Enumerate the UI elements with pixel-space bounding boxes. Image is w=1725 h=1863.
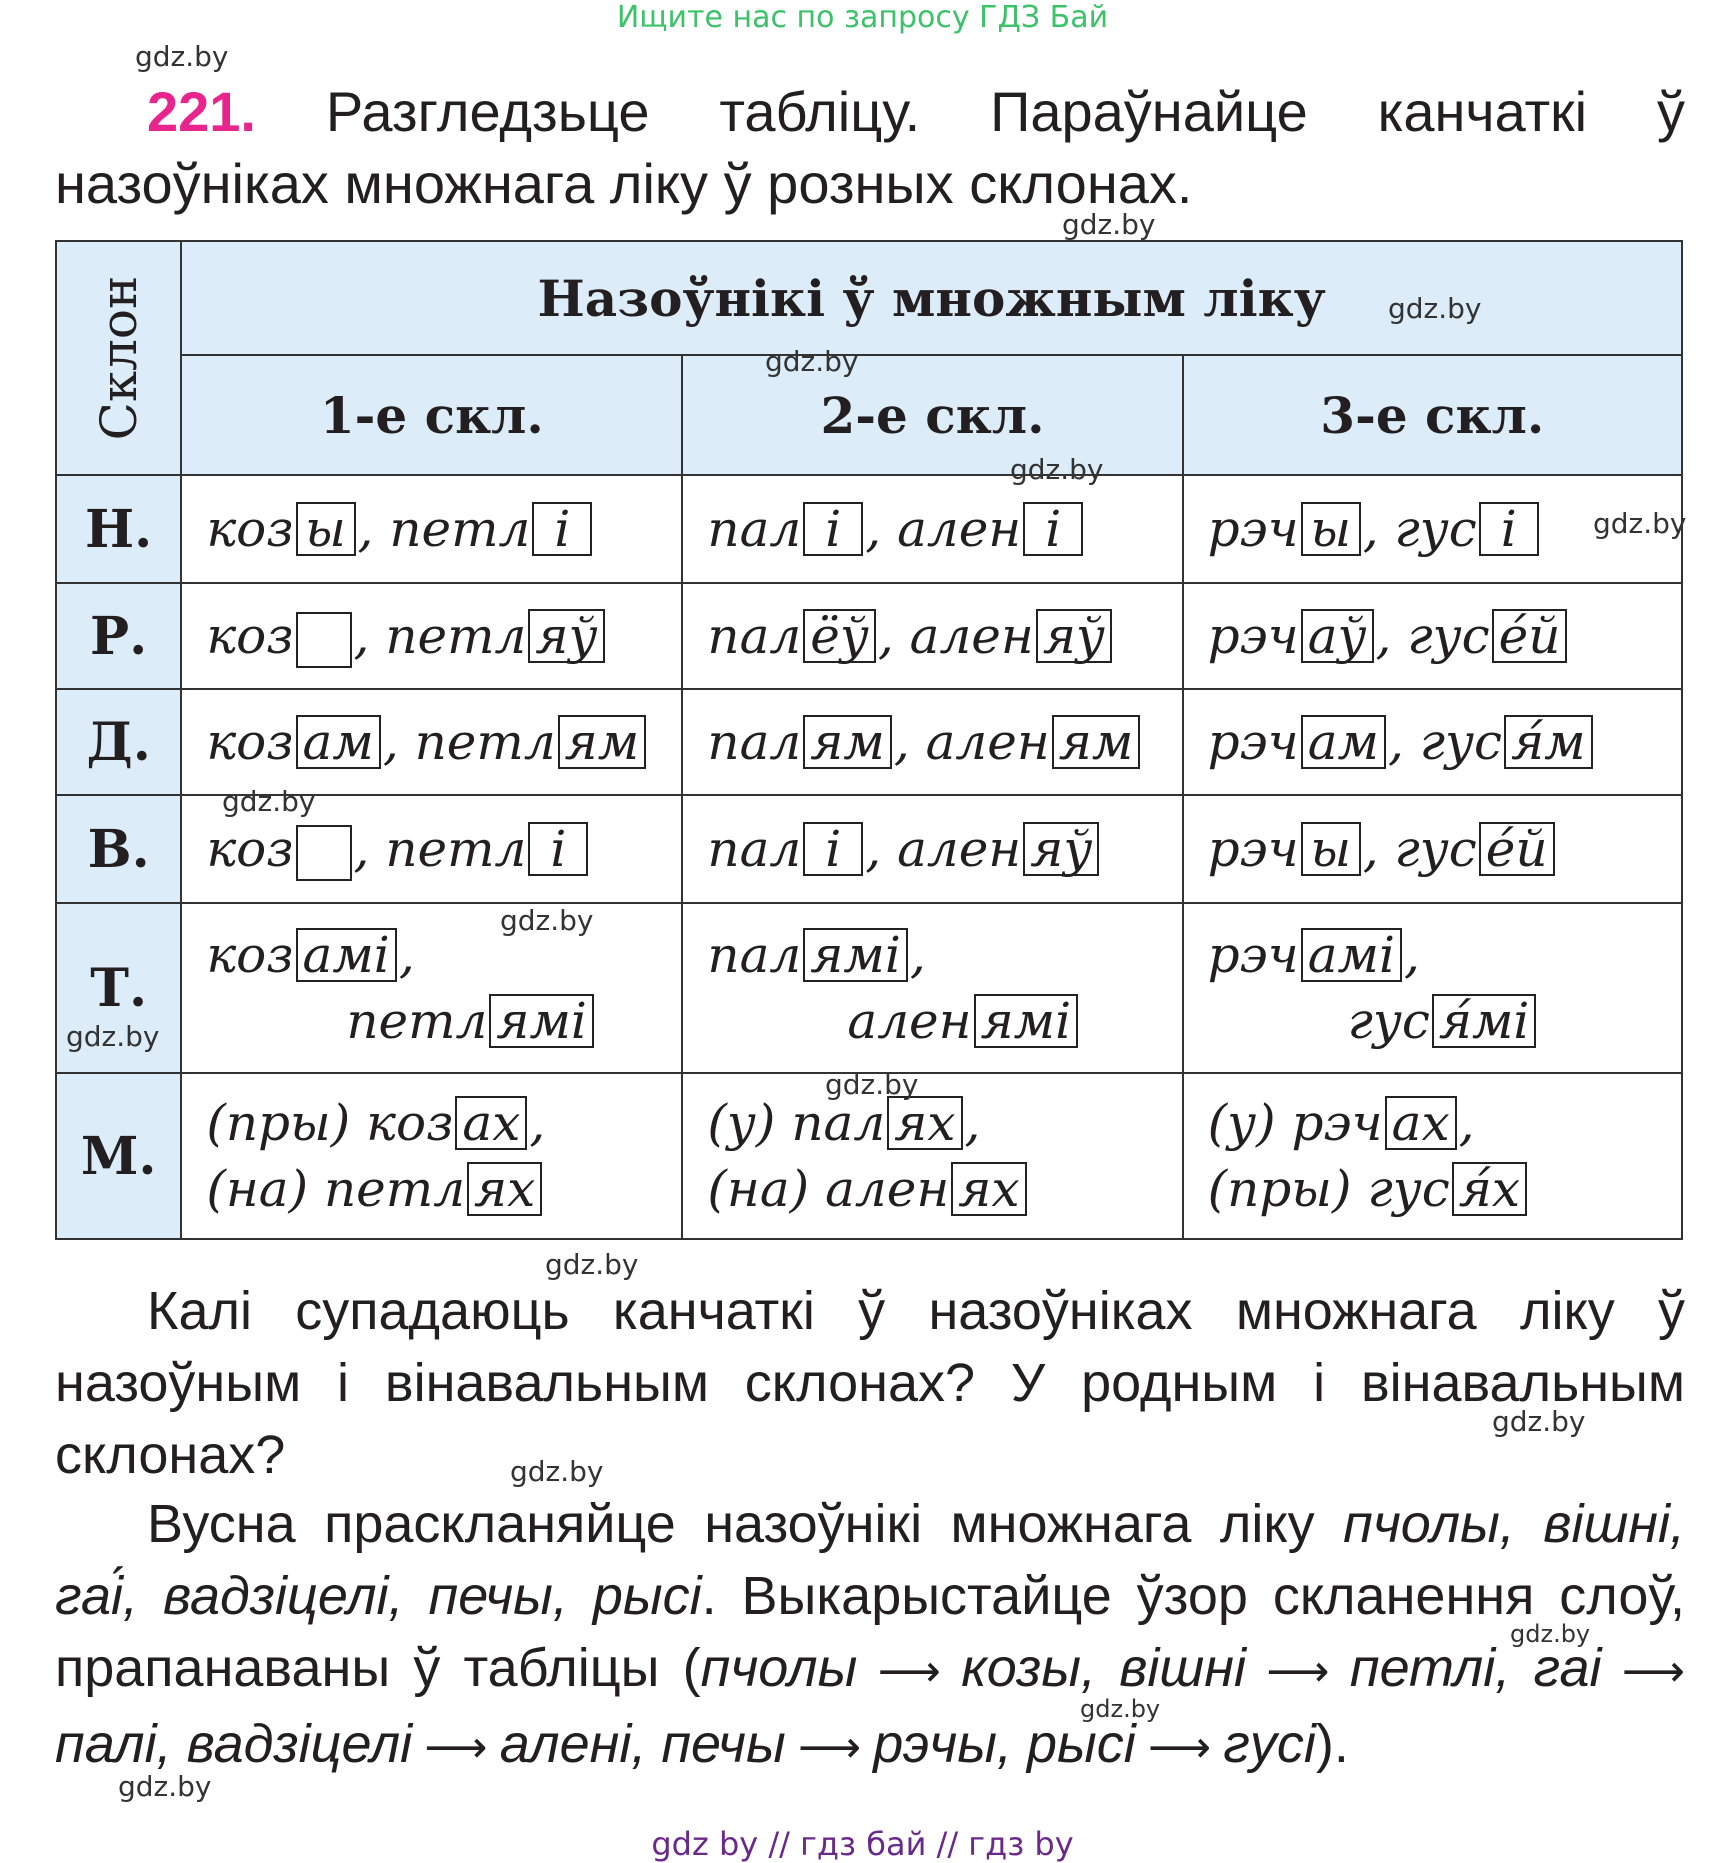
ending-box: е́й: [1492, 609, 1568, 663]
word-stem: гус: [1367, 1160, 1450, 1218]
word-stem: петл: [389, 500, 531, 558]
arrow-right-icon: ⟶: [785, 1723, 874, 1772]
word-stem: рэч: [1207, 607, 1299, 665]
task-middle: . Выкарыстайце ўзор скланення слоў, прапанаваны ў табліцы (: [55, 1566, 1686, 1698]
word-stem: рэч: [1207, 500, 1299, 558]
word-form: пал ям ,: [707, 713, 926, 771]
word-stem: гус: [1394, 820, 1477, 878]
arrow-right-icon: ⟶: [1245, 1647, 1350, 1696]
word-form: коз ы ,: [206, 500, 390, 558]
word-stem: пал: [707, 820, 802, 878]
preposition: (пры): [206, 1094, 351, 1152]
word-stem: коз: [366, 1094, 454, 1152]
word-form: [385, 820, 590, 878]
word-form: пал ёў ,: [707, 607, 910, 665]
exercise-title: [55, 76, 1685, 220]
footer: gdz by // гдз бай // гдз by: [651, 1825, 1074, 1863]
word-stem: пал: [707, 926, 802, 984]
table-cell: [1183, 1073, 1682, 1239]
arrow-right-icon: ⟶: [857, 1647, 962, 1696]
arrow-right-icon: ⟶: [1601, 1647, 1686, 1696]
ending-box: [296, 612, 352, 668]
arrow-right-icon: ⟶: [1135, 1723, 1224, 1772]
word-form: [707, 1156, 1181, 1222]
ending-box: ёў: [803, 609, 876, 663]
watermark: gdz.by: [66, 1020, 160, 1053]
word-stem: ален: [909, 607, 1034, 665]
word-stem: гус: [1419, 713, 1503, 771]
ending-box: [296, 825, 352, 881]
ending-box: ям: [1052, 715, 1141, 769]
word-form: [1407, 607, 1569, 665]
word-form: (у) пал ях ,: [707, 1094, 981, 1152]
case-label: Н.: [56, 475, 181, 583]
task-end: ).: [1315, 1714, 1349, 1774]
word-form: рэч ам ,: [1207, 713, 1420, 771]
table-cell: [682, 689, 1182, 795]
word-form: [1395, 500, 1541, 558]
watermark: gdz.by: [1388, 292, 1482, 325]
ending-box: і: [528, 822, 588, 876]
watermark: gdz.by: [1492, 1405, 1586, 1438]
table-body: [56, 475, 1682, 1239]
ending-box: амі: [1301, 928, 1402, 982]
ending-box: яў: [1036, 609, 1112, 663]
ending-box: ы: [296, 502, 356, 556]
table-row: [56, 689, 1682, 795]
word-form: рэч ы ,: [1207, 820, 1395, 878]
task-intro: Вусна праскланяйце назоўнікі множнага ліку: [147, 1494, 1344, 1554]
ending-box: і: [803, 502, 863, 556]
ending-box: і: [1023, 502, 1083, 556]
preposition: (у): [1207, 1094, 1276, 1152]
table-cell: [682, 583, 1182, 689]
watermark: gdz.by: [1062, 208, 1156, 241]
word-stem: ален: [897, 500, 1022, 558]
case-label: Т.: [56, 903, 181, 1073]
ending-box: ы: [1301, 822, 1361, 876]
table-row: [56, 583, 1682, 689]
word-form: пал ямі ,: [707, 926, 926, 984]
pair-from: вішні: [1119, 1638, 1246, 1698]
word-form: [910, 607, 1114, 665]
word-form: пал і ,: [707, 500, 898, 558]
preposition: (на): [206, 1160, 309, 1218]
word-stem: рэч: [1207, 926, 1299, 984]
watermark: gdz.by: [1010, 453, 1104, 486]
watermark: gdz.by: [765, 345, 859, 378]
table-cell: [682, 903, 1182, 1073]
word-form: (у) рэч ах ,: [1207, 1094, 1475, 1152]
ending-box: і: [803, 822, 863, 876]
case-label: Р.: [56, 583, 181, 689]
ending-box: ам: [296, 715, 381, 769]
word-stem: ален: [825, 1160, 950, 1218]
pair-to: гусі: [1223, 1714, 1316, 1774]
watermark: gdz.by: [825, 1068, 919, 1101]
exercise-text: Разгледзьце табліцу. Параўнайце канчаткі ў назоўніках множнага ліку ў розных склонах.: [55, 80, 1685, 215]
word-form: [1395, 820, 1557, 878]
table-cell: [1183, 795, 1682, 903]
ending-box: ах: [455, 1096, 527, 1150]
ending-box: ях: [467, 1162, 542, 1216]
pair-from: рысі: [1026, 1714, 1136, 1774]
ending-box: ы: [1301, 502, 1361, 556]
word-stem: рэч: [1291, 1094, 1383, 1152]
word-stem: коз: [206, 820, 294, 878]
watermark: gdz.by: [510, 1455, 604, 1488]
word-form: коз ,: [206, 607, 385, 665]
case-label: В.: [56, 795, 181, 903]
table-cell: [181, 689, 682, 795]
word-stem: пал: [791, 1094, 886, 1152]
word-stem: петл: [385, 820, 527, 878]
word-stem: гус: [1347, 992, 1430, 1050]
watermark: gdz.by: [222, 785, 316, 818]
column-header-1: 1-е скл.: [181, 355, 682, 475]
watermark: gdz.by: [135, 40, 229, 73]
exercise-number: 221.: [147, 80, 256, 143]
ending-box: ямі: [803, 928, 908, 982]
case-header-cell: [56, 241, 181, 475]
watermark: gdz.by: [545, 1248, 639, 1281]
ending-box: яў: [528, 609, 604, 663]
ending-box: і: [532, 502, 592, 556]
word-stem: петл: [323, 1160, 466, 1218]
ending-box: ях: [951, 1162, 1026, 1216]
ending-box: я́мі: [1432, 994, 1537, 1048]
ending-box: я́х: [1452, 1162, 1527, 1216]
column-header-3: 3-е скл.: [1183, 355, 1682, 475]
word-stem: коз: [206, 713, 294, 771]
word-stem: гус: [1394, 500, 1477, 558]
table-cell: [1183, 903, 1682, 1073]
word-form: [926, 713, 1143, 771]
watermark: gdz.by: [1593, 507, 1687, 540]
case-header: Склон: [89, 275, 148, 441]
table-cell: [1183, 583, 1682, 689]
word-stem: коз: [206, 926, 294, 984]
preposition: (на): [707, 1160, 810, 1218]
ending-box: ямі: [974, 994, 1079, 1048]
ending-box: ах: [1385, 1096, 1457, 1150]
word-stem: петл: [414, 713, 556, 771]
word-form: коз ,: [206, 820, 385, 878]
ending-box: ях: [887, 1096, 962, 1150]
pair-to: палі: [55, 1714, 157, 1774]
word-form: [897, 820, 1101, 878]
word-form: рэч аў ,: [1207, 607, 1408, 665]
task-paragraph: [55, 1488, 1685, 1784]
word-stem: коз: [206, 500, 294, 558]
word-form: рэч амі ,: [1207, 926, 1420, 984]
preposition: (пры): [1207, 1160, 1352, 1218]
word-form: [1208, 1156, 1681, 1222]
pair-to: рэчы: [873, 1714, 997, 1774]
word-form: [1208, 988, 1681, 1054]
word-stem: петл: [346, 992, 488, 1050]
word-form: коз амі ,: [206, 926, 415, 984]
word-stem: петл: [385, 607, 527, 665]
main-header: Назоўнікі ў множным ліку: [181, 241, 1682, 355]
table-cell: [682, 475, 1182, 583]
case-label: Д.: [56, 689, 181, 795]
word-stem: ален: [925, 713, 1050, 771]
table-cell: [682, 795, 1182, 903]
table-cell: [181, 583, 682, 689]
top-banner: Ищите нас по запросу ГДЗ Бай: [616, 0, 1109, 35]
watermark: gdz.by: [1510, 1620, 1591, 1648]
word-stem: ален: [897, 820, 1022, 878]
word-form: [897, 500, 1085, 558]
table-row: [56, 903, 1682, 1073]
preposition: (у): [707, 1094, 776, 1152]
column-header-2: 2-е скл.: [682, 355, 1182, 475]
word-form: рэч ы ,: [1207, 500, 1395, 558]
watermark: gdz.by: [500, 904, 594, 937]
ending-box: аў: [1301, 609, 1374, 663]
task-pairs: пчолы ⟶ козы, вішні ⟶ петлі, гаі ⟶ палі, вадзіцелі ⟶ алені, печы ⟶ рэчы, рысі ⟶ гусі: [55, 1638, 1686, 1774]
ending-box: яў: [1023, 822, 1099, 876]
table-cell: [181, 475, 682, 583]
word-stem: рэч: [1207, 820, 1299, 878]
word-form: [206, 988, 681, 1054]
word-form: [1420, 713, 1595, 771]
task-words: пчолы, вішні, гаі́, вадзіцелі, печы, рысі: [55, 1494, 1685, 1626]
ending-box: е́й: [1479, 822, 1555, 876]
word-stem: пал: [707, 607, 802, 665]
ending-box: ямі: [489, 994, 594, 1048]
ending-box: і: [1479, 502, 1539, 556]
word-stem: коз: [206, 607, 294, 665]
pair-to: петлі: [1349, 1638, 1496, 1698]
pair-from: вадзіцелі: [186, 1714, 413, 1774]
ending-box: ям: [558, 715, 647, 769]
question-paragraph: Калі супадаюць канчаткі ў назоўніках множнага ліку ў назоўным і вінавальным склонах? У родным і вінавальным склонах?: [55, 1281, 1685, 1485]
pair-to: алені: [499, 1714, 632, 1774]
pair-to: козы: [961, 1638, 1082, 1698]
word-form: [389, 500, 594, 558]
case-label: М.: [56, 1073, 181, 1239]
table-cell: [682, 1073, 1182, 1239]
word-form: [707, 988, 1181, 1054]
watermark: gdz.by: [118, 1770, 212, 1803]
table-row: [56, 475, 1682, 583]
ending-box: ам: [1301, 715, 1386, 769]
word-stem: ален: [847, 992, 972, 1050]
table-cell: [181, 1073, 682, 1239]
pair-from: пчолы: [700, 1638, 858, 1698]
pair-from: печы: [661, 1714, 786, 1774]
word-stem: пал: [707, 500, 802, 558]
word-form: пал і ,: [707, 820, 898, 878]
table-cell: [1183, 689, 1682, 795]
arrow-right-icon: ⟶: [412, 1723, 500, 1772]
ending-box: ям: [803, 715, 892, 769]
word-form: коз ам ,: [206, 713, 415, 771]
word-form: [415, 713, 649, 771]
word-stem: пал: [707, 713, 802, 771]
ending-box: амі: [296, 928, 397, 982]
word-form: [385, 607, 606, 665]
word-form: (пры) коз ах ,: [206, 1094, 546, 1152]
table-cell: [181, 903, 682, 1073]
word-stem: рэч: [1207, 713, 1299, 771]
word-form: [206, 1156, 681, 1222]
pair-from: гаі: [1533, 1638, 1602, 1698]
ending-box: я́м: [1504, 715, 1593, 769]
word-stem: гус: [1407, 607, 1490, 665]
watermark: gdz.by: [1080, 1695, 1161, 1723]
